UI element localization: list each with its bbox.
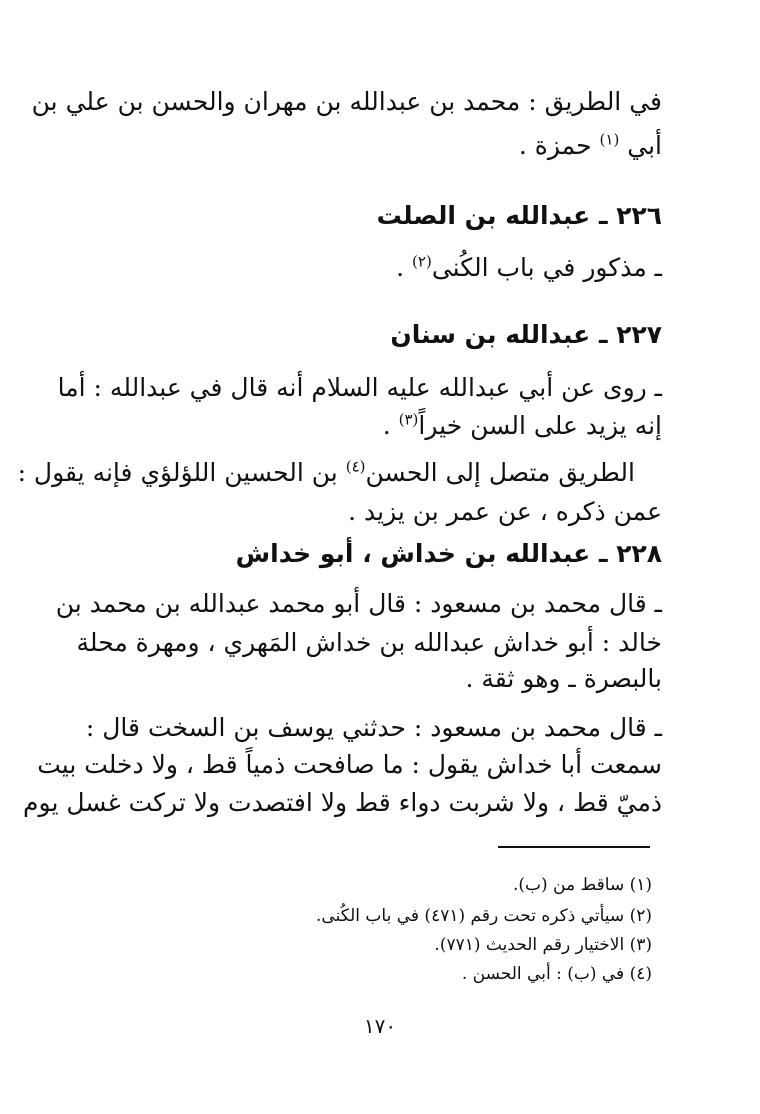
entry-heading-227: ٢٢٧ ـ عبدالله بن سنان xyxy=(390,320,662,349)
line-3-text-a: ـ مذكور في باب الكُنى xyxy=(431,253,662,282)
body-line-10: بالبصرة ـ وهو ثقة . xyxy=(465,664,662,693)
footnote-ref-2: (٢) xyxy=(412,252,432,271)
line-6-text-a: الطريق متصل إلى الحسن xyxy=(365,458,635,487)
footnote-ref-4: (٤) xyxy=(345,457,366,476)
footnote-1: (١) ساقط من (ب). xyxy=(512,875,652,895)
footnote-separator xyxy=(498,846,650,848)
entry-heading-228: ٢٢٨ ـ عبدالله بن خداش ، أبو خداش xyxy=(235,539,662,568)
line-2-text-b: حمزة . xyxy=(518,131,592,160)
body-line-7: عمن ذكره ، عن عمر بن يزيد . xyxy=(348,497,662,526)
body-line-3 xyxy=(102,248,662,288)
body-line-6 xyxy=(17,453,635,493)
body-line-13: ذميّ قط ، ولا شربت دواء قط ولا افتصدت ولا تركت غسل يوم xyxy=(23,788,662,817)
line-2-text-a: أبي xyxy=(627,131,662,160)
footnote-4: (٤) في (ب) : أبي الحسن . xyxy=(461,964,652,984)
body-line-4: ـ روى عن أبي عبدالله عليه السلام أنه قال في عبدالله : أما xyxy=(57,373,662,402)
body-line-1: في الطريق : محمد بن عبدالله بن مهران والحسن بن علي بن xyxy=(31,87,662,116)
footnote-ref-1: (١) xyxy=(599,130,620,149)
footnote-2: (٢) سيأتي ذكره تحت رقم (٤٧١) في باب الكُنى. xyxy=(316,906,652,926)
entry-heading-226: ٢٢٦ ـ عبدالله بن الصلت xyxy=(376,201,662,230)
body-line-5 xyxy=(102,406,662,446)
body-line-11: ـ قال محمد بن مسعود : حدثني يوسف بن السخت قال : xyxy=(85,713,662,742)
line-5-text-a: إنه يزيد على السن خيراً xyxy=(418,411,662,440)
footnote-3: (٣) الاختيار رقم الحديث (٧٧١). xyxy=(434,935,652,955)
line-5-text-b: . xyxy=(382,411,391,440)
line-6-text-b: بن الحسين اللؤلؤي فإنه يقول : xyxy=(17,458,338,487)
body-line-9: خالد : أبو خداش عبدالله بن خداش المَهري ، ومهرة محلة xyxy=(76,628,662,657)
body-line-2 xyxy=(102,126,662,166)
body-line-12: سمعت أبا خداش يقول : ما صافحت ذمياً قط ، ولا دخلت بيت xyxy=(37,750,662,779)
footnote-ref-3: (٣) xyxy=(398,410,419,429)
page-number: ١٧٠ xyxy=(363,1014,397,1038)
line-3-text-b: . xyxy=(396,253,405,282)
body-line-8: ـ قال محمد بن مسعود : قال أبو محمد عبدالله بن محمد بن xyxy=(55,589,662,618)
